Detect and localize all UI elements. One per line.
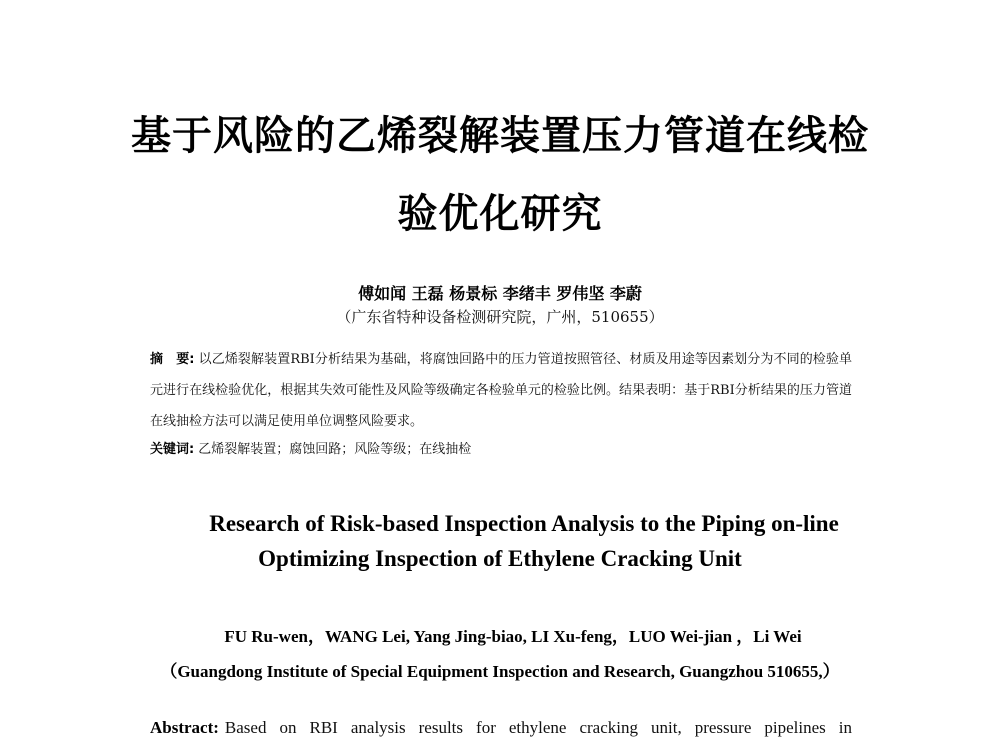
chinese-keywords-text: 乙烯裂解装置；腐蚀回路；风险等级；在线抽检 [198,442,472,457]
chinese-keywords-label: 关键词: [150,442,195,457]
chinese-title-line-2: 验优化研究 [397,190,603,237]
chinese-keywords [150,438,852,462]
chinese-affiliation: （广东省特种设备检测研究院，广州，510655） [336,308,664,326]
chinese-authors: 傅如闻 王磊 杨景标 李绪丰 罗伟坚 李蔚 [358,284,642,303]
chinese-abstract-text: 以乙烯裂解装置RBI分析结果为基础，将腐蚀回路中的压力管道按照管径、材质及用途等因素划分为不同的检验单元进行在线检验优化，根据其失效可能性及风险等级确定各检验单元的检验比例。结果表明：基于RBI分析结果的压力管道在线抽检方法可以满足使用单位调整风险要求。 [150,352,852,429]
english-authors: FU Ru-wen，WANG Lei, Yang Jing-biao, LI Xu-feng，LUO Wei-jian ，Li Wei [224,627,802,646]
chinese-title-line-1: 基于风险的乙烯裂解装置压力管道在线检 [131,112,869,159]
chinese-abstract [150,344,852,437]
english-abstract-label: Abstract: [150,718,219,737]
english-title-line-2: Optimizing Inspection of Ethylene Cracking Unit [258,546,742,571]
chinese-abstract-label: 摘 要: [150,352,195,367]
english-abstract [150,715,852,741]
english-affiliation: （Guangdong Institute of Special Equipment Inspection and Research, Guangzhou 510655,） [160,662,840,681]
english-abstract-text: Based on RBI analysis results for ethylene cracking unit, pressure pipelines in [224,718,852,737]
english-title-line-1: Research of Risk-based Inspection Analysis to the Piping on-line [209,511,839,536]
